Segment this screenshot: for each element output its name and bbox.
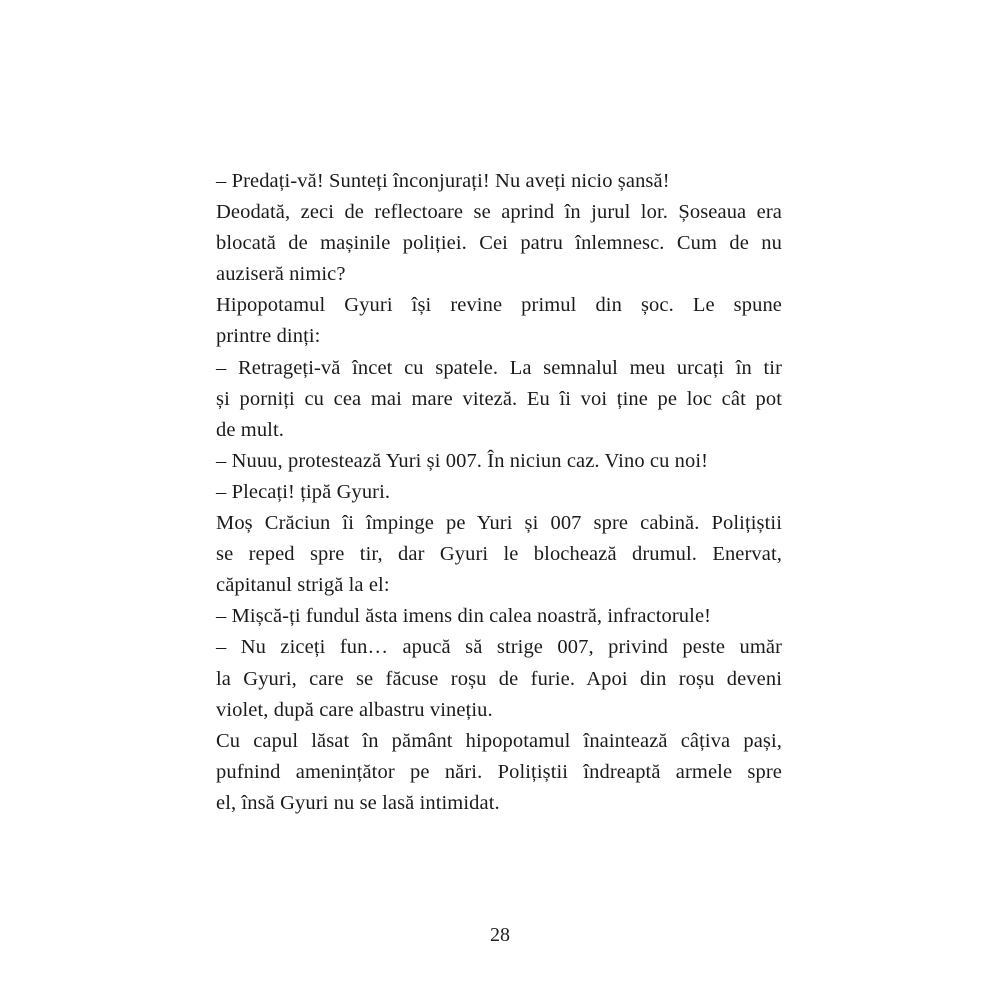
text-line: – Predați-vă! Sunteți înconjurați! Nu aveți nicio șansă! bbox=[216, 170, 670, 192]
text-line: și porniți cu cea mai mare viteză. Eu îi voi ține pe loc cât pot bbox=[216, 387, 782, 410]
text-line: Hipopotamul Gyuri își revine primul din șoc. Le spune bbox=[216, 294, 782, 317]
text-line: – Nu ziceți fun… apucă să strige 007, privind peste umăr bbox=[216, 636, 782, 659]
text-line: Cu capul lăsat în pământ hipopotamul înaintează câțiva pași, bbox=[216, 729, 782, 752]
text-line: se reped spre tir, dar Gyuri le blochează drumul. Enervat, bbox=[216, 543, 782, 566]
text-line: violet, după care albastru vinețiu. bbox=[216, 698, 493, 721]
text-line: – Plecați! țipă Gyuri. bbox=[216, 480, 391, 503]
text-line: el, însă Gyuri nu se lasă intimidat. bbox=[216, 791, 500, 814]
page-number: 28 bbox=[490, 924, 510, 946]
text-line: Moș Crăciun îi împinge pe Yuri și 007 spre cabină. Polițiștii bbox=[216, 512, 782, 535]
text-line: – Nuuu, protestează Yuri și 007. În niciun caz. Vino cu noi! bbox=[216, 449, 709, 472]
text-line: de mult. bbox=[216, 418, 284, 441]
text-line: auziseră nimic? bbox=[216, 263, 346, 286]
text-line: la Gyuri, care se făcuse roșu de furie. Apoi din roșu deveni bbox=[216, 667, 782, 690]
page-text bbox=[216, 166, 782, 819]
text-line: Deodată, zeci de reflectoare se aprind în jurul lor. Șoseaua era bbox=[216, 201, 782, 224]
text-line: – Retrageți-vă încet cu spatele. La semnalul meu urcați în tir bbox=[216, 356, 782, 379]
text-line: printre dinți: bbox=[216, 325, 321, 348]
text-line: pufnind amenințător pe nări. Polițiștii îndreaptă armele spre bbox=[216, 760, 782, 783]
text-line: căpitanul strigă la el: bbox=[216, 574, 390, 597]
text-line: blocată de mașinile poliției. Cei patru înlemnesc. Cum de nu bbox=[216, 232, 782, 255]
text-line: – Mișcă-ți fundul ăsta imens din calea noastră, infractorule! bbox=[216, 605, 712, 628]
